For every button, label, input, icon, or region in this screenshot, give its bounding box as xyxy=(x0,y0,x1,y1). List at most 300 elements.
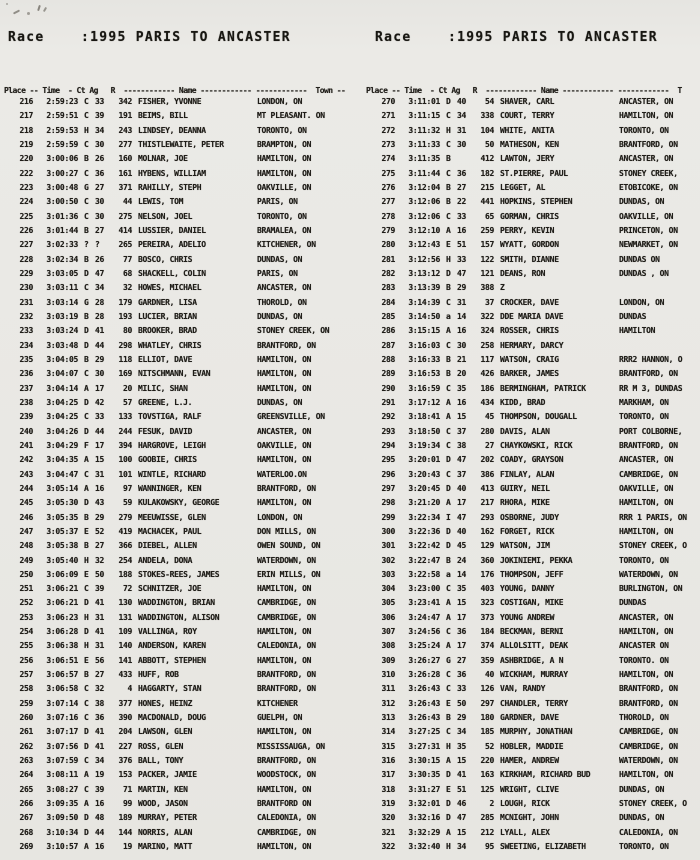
town-cell: BRANTFORD, ON xyxy=(257,670,316,680)
bib-cell: 277 xyxy=(118,139,132,149)
place-cell: 252 xyxy=(19,598,33,608)
place-cell: 254 xyxy=(19,627,33,637)
time-cell: 3:04:25 xyxy=(46,397,78,407)
ct-cell: B xyxy=(446,354,451,364)
name-cell: YOUNG ANDREW xyxy=(500,612,555,622)
name-cell: LEGGET, AL xyxy=(500,182,546,192)
place-cell: 241 xyxy=(19,440,33,450)
time-cell: 3:14:50 xyxy=(408,311,440,321)
time-cell: 3:20:43 xyxy=(408,469,440,479)
time-cell: 3:05:40 xyxy=(46,555,78,565)
time-cell: 3:26:27 xyxy=(408,655,440,665)
time-cell: 3:22:34 xyxy=(408,512,440,522)
result-row xyxy=(0,397,350,411)
ag-cell: 41 xyxy=(457,770,467,780)
time-cell: 3:22:42 xyxy=(408,541,440,551)
name-cell: MEEUWISSE, GLEN xyxy=(138,512,206,522)
result-row xyxy=(0,168,350,182)
name-cell: HUFF, ROB xyxy=(138,670,179,680)
place-cell: 309 xyxy=(381,655,395,665)
town-cell: DUNDAS, ON xyxy=(619,784,665,794)
ag-cell: 36 xyxy=(457,168,467,178)
name-cell: MATHESON, KEN xyxy=(500,139,559,149)
ag-cell: 41 xyxy=(95,598,105,608)
ag-cell: 39 xyxy=(95,784,105,794)
name-cell: ASHBRIDGE, A N xyxy=(500,655,564,665)
ct-cell: E xyxy=(446,698,451,708)
bib-cell: 376 xyxy=(118,756,132,766)
town-cell: WATERDOWN, ON xyxy=(619,569,678,579)
bib-cell: 32 xyxy=(122,283,132,293)
name-cell: WATSON, JIM xyxy=(500,541,550,551)
result-row xyxy=(362,196,700,210)
ct-cell: B xyxy=(446,182,451,192)
town-cell: BRANTFORD, ON xyxy=(619,369,678,379)
town-cell: BRANTFORD, ON xyxy=(619,139,678,149)
name-cell: WRIGHT, CLIVE xyxy=(500,784,559,794)
bib-cell: 265 xyxy=(118,240,132,250)
ag-cell: 41 xyxy=(95,326,105,336)
town-cell: HAMILTON, ON xyxy=(257,455,312,465)
place-cell: 226 xyxy=(19,225,33,235)
name-cell: VAN, RANDY xyxy=(500,684,546,694)
place-cell: 224 xyxy=(19,197,33,207)
bib-cell: 371 xyxy=(118,182,132,192)
result-row xyxy=(362,555,700,569)
bib-cell: 19 xyxy=(122,842,132,852)
place-cell: 247 xyxy=(19,526,33,536)
time-cell: 2:59:59 xyxy=(46,139,78,149)
bib-cell: 184 xyxy=(480,627,494,637)
result-row xyxy=(0,383,350,397)
town-cell: OAKVILLE, ON xyxy=(619,483,674,493)
ct-cell: D xyxy=(446,526,451,536)
name-cell: DEANS, RON xyxy=(500,268,546,278)
town-cell: RRR 1 PARIS, ON xyxy=(619,512,687,522)
name-cell: HOWES, MICHAEL xyxy=(138,283,202,293)
result-row xyxy=(362,612,700,626)
place-cell: 301 xyxy=(381,541,395,551)
name-cell: THISTLEWAITE, PETER xyxy=(138,139,224,149)
bib-cell: 293 xyxy=(480,512,494,522)
result-row xyxy=(362,354,700,368)
place-cell: 310 xyxy=(381,670,395,680)
time-cell: 3:11:35 xyxy=(408,154,440,164)
pen-mark xyxy=(37,5,41,11)
bib-cell: 95 xyxy=(484,842,494,852)
time-cell: 3:24:56 xyxy=(408,627,440,637)
place-cell: 300 xyxy=(381,526,395,536)
place-cell: 295 xyxy=(381,455,395,465)
ct-cell: C xyxy=(446,340,451,350)
town-cell: WATERLOO.ON xyxy=(257,469,307,479)
result-row xyxy=(0,110,350,124)
town-cell: BRANTFORD, ON xyxy=(619,698,678,708)
place-cell: 305 xyxy=(381,598,395,608)
town-cell: TORONTO, ON xyxy=(257,211,307,221)
place-cell: 267 xyxy=(19,813,33,823)
ct-cell: D xyxy=(84,498,89,508)
place-cell: 242 xyxy=(19,455,33,465)
time-cell: 3:05:14 xyxy=(46,483,78,493)
ag-cell: 33 xyxy=(95,97,105,106)
place-cell: 218 xyxy=(19,125,33,135)
bib-cell: 169 xyxy=(118,369,132,379)
result-row xyxy=(362,841,700,855)
bib-cell: 179 xyxy=(118,297,132,307)
town-cell: HAMILTON, ON xyxy=(619,111,674,121)
town-cell: WOODSTOCK, ON xyxy=(257,770,316,780)
name-cell: WHITE, ANITA xyxy=(500,125,555,135)
name-cell: LYALL, ALEX xyxy=(500,827,550,837)
ag-cell: 17 xyxy=(95,440,105,450)
name-cell: WADDINGTON, ALISON xyxy=(138,612,220,622)
ct-cell: D xyxy=(84,426,89,436)
ct-cell: D xyxy=(84,598,89,608)
ct-cell: A xyxy=(84,842,89,852)
result-row xyxy=(362,325,700,339)
result-row xyxy=(362,383,700,397)
name-cell: MURRAY, PETER xyxy=(138,813,197,823)
place-cell: 260 xyxy=(19,713,33,723)
bib-cell: 285 xyxy=(480,813,494,823)
pen-mark xyxy=(13,9,20,14)
place-cell: 308 xyxy=(381,641,395,651)
ct-cell: C xyxy=(84,111,89,121)
ct-cell: H xyxy=(446,125,451,135)
place-cell: 286 xyxy=(381,326,395,336)
time-cell: 3:12:04 xyxy=(408,182,440,192)
result-row xyxy=(362,368,700,382)
time-cell: 3:10:57 xyxy=(46,842,78,852)
name-cell: HONES, HEINZ xyxy=(138,698,193,708)
town-cell: GUELPH, ON xyxy=(257,713,303,723)
place-cell: 275 xyxy=(381,168,395,178)
time-cell: 3:25:24 xyxy=(408,641,440,651)
ag-cell: 17 xyxy=(457,641,467,651)
bib-cell: 44 xyxy=(122,197,132,207)
town-cell: BRANTFORD, ON xyxy=(619,440,678,450)
ct-cell: C xyxy=(446,727,451,737)
ag-cell: 14 xyxy=(457,311,467,321)
name-cell: BERMINGHAM, PATRICK xyxy=(500,383,586,393)
result-row xyxy=(362,211,700,225)
ag-cell: 45 xyxy=(457,541,467,551)
bib-cell: 50 xyxy=(484,139,494,149)
ag-cell: 15 xyxy=(457,827,467,837)
result-row xyxy=(362,798,700,812)
ag-cell: 26 xyxy=(95,254,105,264)
bib-cell: 212 xyxy=(480,827,494,837)
ag-cell: 51 xyxy=(457,784,467,794)
place-cell: 313 xyxy=(381,713,395,723)
name-cell: VALLINGA, ROY xyxy=(138,627,197,637)
result-row xyxy=(0,669,350,683)
name-cell: SHAVER, CARL xyxy=(500,97,555,106)
time-cell: 3:24:47 xyxy=(408,612,440,622)
result-row xyxy=(362,827,700,841)
ct-cell: D xyxy=(84,326,89,336)
town-cell: BRANTFORD ON xyxy=(257,799,312,809)
place-cell: 297 xyxy=(381,483,395,493)
bib-cell: 366 xyxy=(118,541,132,551)
bib-cell: 191 xyxy=(118,111,132,121)
ct-cell: C xyxy=(446,627,451,637)
result-row xyxy=(362,683,700,697)
bib-cell: 117 xyxy=(480,354,494,364)
town-cell: PARIS, ON xyxy=(257,197,298,207)
time-cell: 3:18:41 xyxy=(408,412,440,422)
ag-cell: 47 xyxy=(95,268,105,278)
place-cell: 225 xyxy=(19,211,33,221)
place-cell: 236 xyxy=(19,369,33,379)
place-cell: 245 xyxy=(19,498,33,508)
bib-cell: 414 xyxy=(118,225,132,235)
result-row xyxy=(0,196,350,210)
ct-cell: E xyxy=(446,784,451,794)
result-row xyxy=(0,784,350,798)
bib-cell: 54 xyxy=(484,97,494,106)
time-cell: 3:20:01 xyxy=(408,455,440,465)
name-cell: MACDONALD, DOUG xyxy=(138,713,206,723)
bib-cell: 65 xyxy=(484,211,494,221)
ct-cell: B xyxy=(84,354,89,364)
time-cell: 3:04:05 xyxy=(46,354,78,364)
name-cell: RAHILLY, STEPH xyxy=(138,182,202,192)
name-cell: RHORA, MIKE xyxy=(500,498,550,508)
ag-cell: 15 xyxy=(95,455,105,465)
time-cell: 3:08:11 xyxy=(46,770,78,780)
result-row xyxy=(0,712,350,726)
ct-cell: B xyxy=(84,225,89,235)
place-cell: 303 xyxy=(381,569,395,579)
ag-cell: 50 xyxy=(95,569,105,579)
ct-cell: D xyxy=(84,727,89,737)
town-cell: HAMILTON, ON xyxy=(257,727,312,737)
name-cell: LINDSEY, DEANNA xyxy=(138,125,206,135)
town-cell: HAMILTON, ON xyxy=(619,526,674,536)
results-column-left xyxy=(0,96,350,860)
place-cell: 250 xyxy=(19,569,33,579)
ct-cell: D xyxy=(446,483,451,493)
name-cell: CHANDLER, TERRY xyxy=(500,698,568,708)
ct-cell: E xyxy=(84,526,89,536)
town-cell: ANCASTER ON xyxy=(619,641,669,651)
time-cell: 3:03:24 xyxy=(46,326,78,336)
place-cell: 256 xyxy=(19,655,33,665)
name-cell: WYATT, GORDON xyxy=(500,240,559,250)
ct-cell: D xyxy=(446,541,451,551)
place-cell: 240 xyxy=(19,426,33,436)
result-row xyxy=(0,841,350,855)
ct-cell: A xyxy=(84,483,89,493)
ag-cell: 29 xyxy=(457,713,467,723)
place-cell: 262 xyxy=(19,741,33,751)
place-cell: 232 xyxy=(19,311,33,321)
result-row xyxy=(362,597,700,611)
town-cell: PRINCETON, ON xyxy=(619,225,678,235)
town-cell: DUNDAS xyxy=(619,598,647,608)
name-cell: BEIMS, BILL xyxy=(138,111,188,121)
ct-cell: A xyxy=(446,756,451,766)
result-row xyxy=(362,640,700,654)
town-cell: HAMILTON, ON xyxy=(257,784,312,794)
ag-cell: 16 xyxy=(95,483,105,493)
result-row xyxy=(362,483,700,497)
town-cell: HAMILTON, ON xyxy=(257,842,312,852)
result-row xyxy=(362,440,700,454)
bib-cell: 144 xyxy=(118,827,132,837)
name-cell: STOKES-REES, JAMES xyxy=(138,569,220,579)
place-cell: 316 xyxy=(381,756,395,766)
town-cell: TORONTO, ON xyxy=(257,125,307,135)
town-cell: MARKHAM, ON xyxy=(619,397,669,407)
name-cell: OSBORNE, JUDY xyxy=(500,512,559,522)
time-cell: 3:14:39 xyxy=(408,297,440,307)
ct-cell: A xyxy=(446,498,451,508)
result-row xyxy=(362,110,700,124)
ct-cell: C xyxy=(84,756,89,766)
town-cell: HAMILTON, ON xyxy=(257,354,312,364)
ag-cell: 17 xyxy=(457,498,467,508)
place-cell: 293 xyxy=(381,426,395,436)
town-cell: HAMILTON, ON xyxy=(619,627,674,637)
result-row xyxy=(362,125,700,139)
town-cell: ETOBICOKE, ON xyxy=(619,182,678,192)
time-cell: 3:06:21 xyxy=(46,584,78,594)
time-cell: 3:20:45 xyxy=(408,483,440,493)
time-cell: 3:15:15 xyxy=(408,326,440,336)
town-cell: DUNDAS, ON xyxy=(257,397,303,407)
place-cell: 234 xyxy=(19,340,33,350)
name-cell: FISHER, YVONNE xyxy=(138,97,202,106)
bib-cell: 279 xyxy=(118,512,132,522)
result-row xyxy=(0,798,350,812)
bib-cell: 298 xyxy=(118,340,132,350)
bib-cell: 129 xyxy=(480,541,494,551)
ag-cell: 39 xyxy=(95,111,105,121)
time-cell: 3:06:21 xyxy=(46,598,78,608)
town-cell: BRAMPTON, ON xyxy=(257,139,312,149)
result-row xyxy=(362,784,700,798)
ag-cell: 21 xyxy=(457,354,467,364)
town-cell: STONEY CREEK, O xyxy=(619,541,687,551)
place-cell: 273 xyxy=(381,139,395,149)
name-cell: DDE MARIA DAVE xyxy=(500,311,564,321)
ag-cell: 34 xyxy=(95,125,105,135)
town-cell: ANCASTER, ON xyxy=(257,283,312,293)
time-cell: 3:00:50 xyxy=(46,197,78,207)
result-row xyxy=(0,640,350,654)
result-row xyxy=(362,512,700,526)
town-cell: HAMILTON, ON xyxy=(257,154,312,164)
bib-cell: 323 xyxy=(480,598,494,608)
bib-cell: 388 xyxy=(480,283,494,293)
result-row xyxy=(362,168,700,182)
place-cell: 312 xyxy=(381,698,395,708)
name-cell: ST.PIERRE, PAUL xyxy=(500,168,568,178)
name-cell: LUCIER, BRIAN xyxy=(138,311,197,321)
ct-cell: D xyxy=(446,268,451,278)
place-cell: 287 xyxy=(381,340,395,350)
ct-cell: B xyxy=(84,541,89,551)
bib-cell: 227 xyxy=(118,741,132,751)
ct-cell: H xyxy=(84,125,89,135)
town-cell: BRANTFORD, ON xyxy=(257,684,316,694)
result-row xyxy=(0,311,350,325)
pen-mark xyxy=(27,12,30,15)
ct-cell: C xyxy=(84,684,89,694)
ct-cell: C xyxy=(446,139,451,149)
bib-cell: 360 xyxy=(480,555,494,565)
ag-cell: 17 xyxy=(95,383,105,393)
ct-cell: D xyxy=(84,340,89,350)
result-row xyxy=(362,497,700,511)
name-cell: ANDERSON, KAREN xyxy=(138,641,206,651)
name-cell: SHACKELL, COLIN xyxy=(138,268,206,278)
time-cell: 3:02:33 xyxy=(46,240,78,250)
place-cell: 320 xyxy=(381,813,395,823)
ct-cell: A xyxy=(446,412,451,422)
time-cell: 3:01:44 xyxy=(46,225,78,235)
name-cell: CHAYKOWSKI, RICK xyxy=(500,440,573,450)
result-row xyxy=(0,125,350,139)
bib-cell: 77 xyxy=(122,254,132,264)
ag-cell: 30 xyxy=(457,139,467,149)
bib-cell: 413 xyxy=(480,483,494,493)
name-cell: HOBLER, MADDIE xyxy=(500,741,564,751)
town-cell: CALEDONIA, ON xyxy=(257,641,316,651)
result-row xyxy=(0,182,350,196)
town-cell: ANCASTER, ON xyxy=(619,612,674,622)
town-cell: GREENSVILLE, ON xyxy=(257,412,325,422)
name-cell: MARINO, MATT xyxy=(138,842,193,852)
bib-cell: 338 xyxy=(480,111,494,121)
result-row xyxy=(362,741,700,755)
ct-cell: A xyxy=(84,799,89,809)
result-row xyxy=(0,325,350,339)
ct-cell: C xyxy=(84,784,89,794)
pen-mark xyxy=(6,3,8,5)
bib-cell: 258 xyxy=(480,340,494,350)
town-cell: OAKVILLE, ON xyxy=(257,182,312,192)
result-row xyxy=(362,268,700,282)
result-row xyxy=(362,698,700,712)
place-cell: 230 xyxy=(19,283,33,293)
place-cell: 268 xyxy=(19,827,33,837)
ag-cell: 35 xyxy=(457,741,467,751)
ct-cell: C xyxy=(446,426,451,436)
time-cell: 3:12:10 xyxy=(408,225,440,235)
bib-cell: 324 xyxy=(480,326,494,336)
result-row xyxy=(362,712,700,726)
bib-cell: 412 xyxy=(480,154,494,164)
ag-cell: 38 xyxy=(457,440,467,450)
ag-cell: 33 xyxy=(457,684,467,694)
result-row xyxy=(362,812,700,826)
bib-cell: 157 xyxy=(480,240,494,250)
name-cell: COURT, TERRY xyxy=(500,111,555,121)
ag-cell: 44 xyxy=(95,426,105,436)
name-cell: COADY, GRAYSON xyxy=(500,455,564,465)
result-row xyxy=(0,454,350,468)
ag-cell: 40 xyxy=(457,483,467,493)
time-cell: 3:31:27 xyxy=(408,784,440,794)
ct-cell: B xyxy=(446,283,451,293)
town-cell: LONDON, ON xyxy=(619,297,665,307)
town-cell: LONDON, ON xyxy=(257,512,303,522)
result-row xyxy=(0,254,350,268)
